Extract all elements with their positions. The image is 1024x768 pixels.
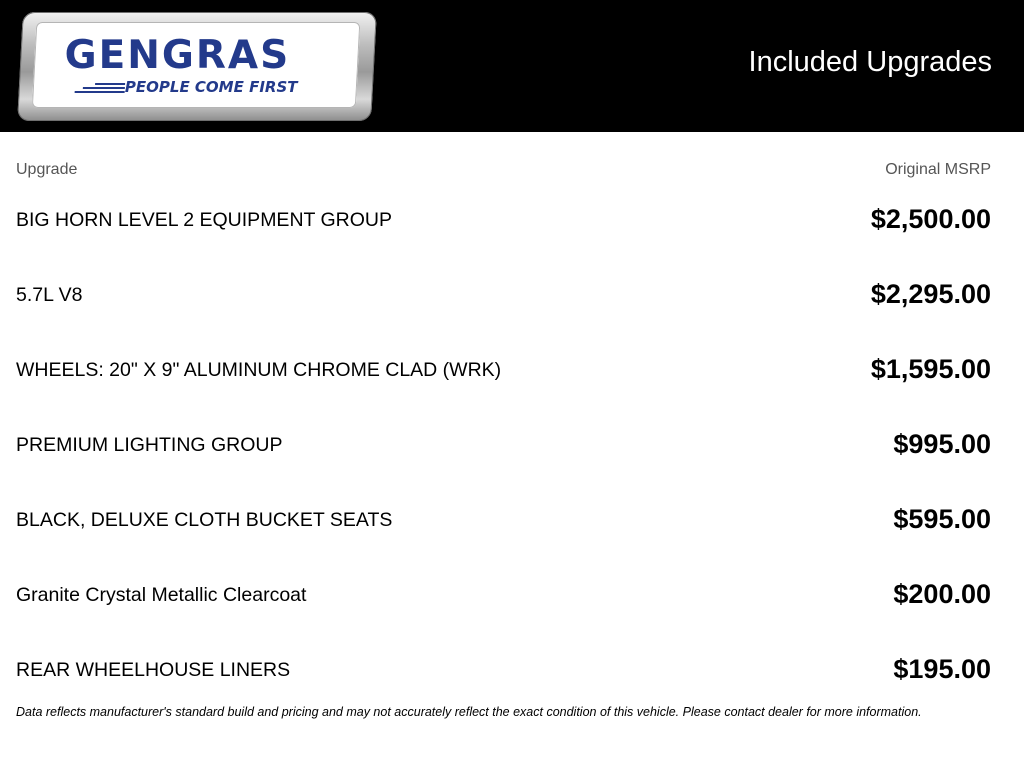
disclaimer-text: Data reflects manufacturer's standard build and pricing and may not accurately reflect the exact condition of this vehicle. Please contact dealer for more information. <box>16 705 922 719</box>
logo-plate <box>32 22 361 108</box>
upgrade-price: $2,295.00 <box>870 279 991 309</box>
upgrade-price: $1,595.00 <box>870 354 991 384</box>
upgrade-price: $2,500.00 <box>870 204 991 234</box>
table-row <box>16 407 991 482</box>
table-row <box>16 257 991 332</box>
upgrade-price: $200.00 <box>893 579 991 609</box>
upgrades-table <box>0 132 1024 719</box>
table-row <box>16 632 991 707</box>
logo-speed-lines <box>75 81 126 95</box>
table-row <box>16 482 991 557</box>
table-row <box>16 332 991 407</box>
upgrade-price: $195.00 <box>893 654 991 684</box>
table-row <box>16 557 991 632</box>
column-header-msrp: Original MSRP <box>885 161 991 178</box>
upgrade-name: PREMIUM LIGHTING GROUP <box>16 434 283 456</box>
page-header <box>0 0 1024 132</box>
upgrade-name: Granite Crystal Metallic Clearcoat <box>16 584 307 606</box>
logo-tagline: PEOPLE COME FIRST <box>124 78 298 96</box>
logo-brand-text: GENGRAS <box>64 33 291 78</box>
upgrade-name: BLACK, DELUXE CLOTH BUCKET SEATS <box>16 509 393 531</box>
table-header <box>16 132 991 181</box>
upgrade-name: WHEELS: 20" X 9" ALUMINUM CHROME CLAD (WRK) <box>16 359 502 381</box>
upgrade-name: BIG HORN LEVEL 2 EQUIPMENT GROUP <box>16 209 393 231</box>
upgrade-list <box>16 182 991 707</box>
column-header-upgrade: Upgrade <box>16 161 78 178</box>
page-title: Included Upgrades <box>748 46 992 78</box>
upgrade-price: $995.00 <box>893 429 991 459</box>
table-row <box>16 182 991 257</box>
upgrade-name: 5.7L V8 <box>16 284 83 306</box>
upgrade-price: $595.00 <box>893 504 991 534</box>
dealer-logo <box>17 12 377 121</box>
upgrade-name: REAR WHEELHOUSE LINERS <box>16 659 291 681</box>
